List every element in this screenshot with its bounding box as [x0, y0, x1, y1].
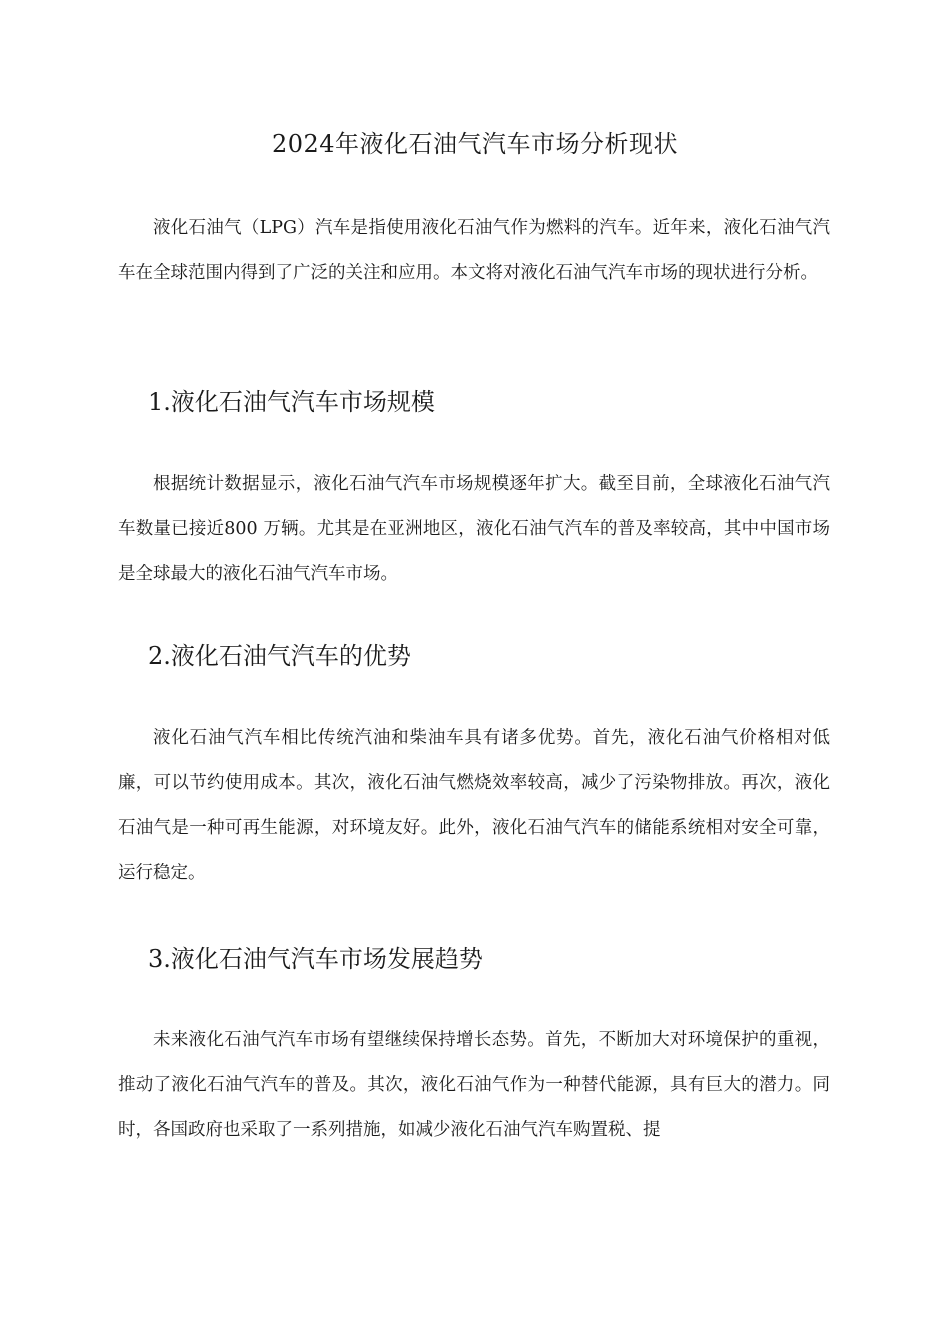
section-heading-advantages: 2.液化石油气汽车的优势	[148, 642, 411, 670]
intro-paragraph: 液化石油气（LPG）汽车是指使用液化石油气作为燃料的汽车。近年来，液化石油气汽车在全球范围内得到了广泛的关注和应用。本文将对液化石油气汽车市场的现状进行分析。	[118, 218, 830, 283]
document-title: 2024年液化石油气汽车市场分析现状	[271, 130, 679, 158]
section-heading-trends: 3.液化石油气汽车市场发展趋势	[148, 945, 483, 973]
section-body-advantages: 液化石油气汽车相比传统汽油和柴油车具有诸多优势。首先，液化石油气价格相对低廉，可以节约使用成本。其次，液化石油气燃烧效率较高，减少了污染物排放。再次，液化石油气是一种可再生能源，对环境友好。此外，液化石油气汽车的储能系统相对安全可靠，运行稳定。	[118, 728, 830, 883]
section-body-market-size: 根据统计数据显示，液化石油气汽车市场规模逐年扩大。截至目前，全球液化石油气汽车数量已接近800 万辆。尤其是在亚洲地区，液化石油气汽车的普及率较高，其中中国市场是全球最大的液化石油气汽车市场。	[118, 474, 830, 584]
section-heading-market-size: 1.液化石油气汽车市场规模	[148, 388, 435, 416]
section-body-trends: 未来液化石油气汽车市场有望继续保持增长态势。首先，不断加大对环境保护的重视，推动了液化石油气汽车的普及。其次，液化石油气作为一种替代能源，具有巨大的潜力。同时，各国政府也采取了一系列措施，如减少液化石油气汽车购置税、提	[118, 1030, 830, 1140]
